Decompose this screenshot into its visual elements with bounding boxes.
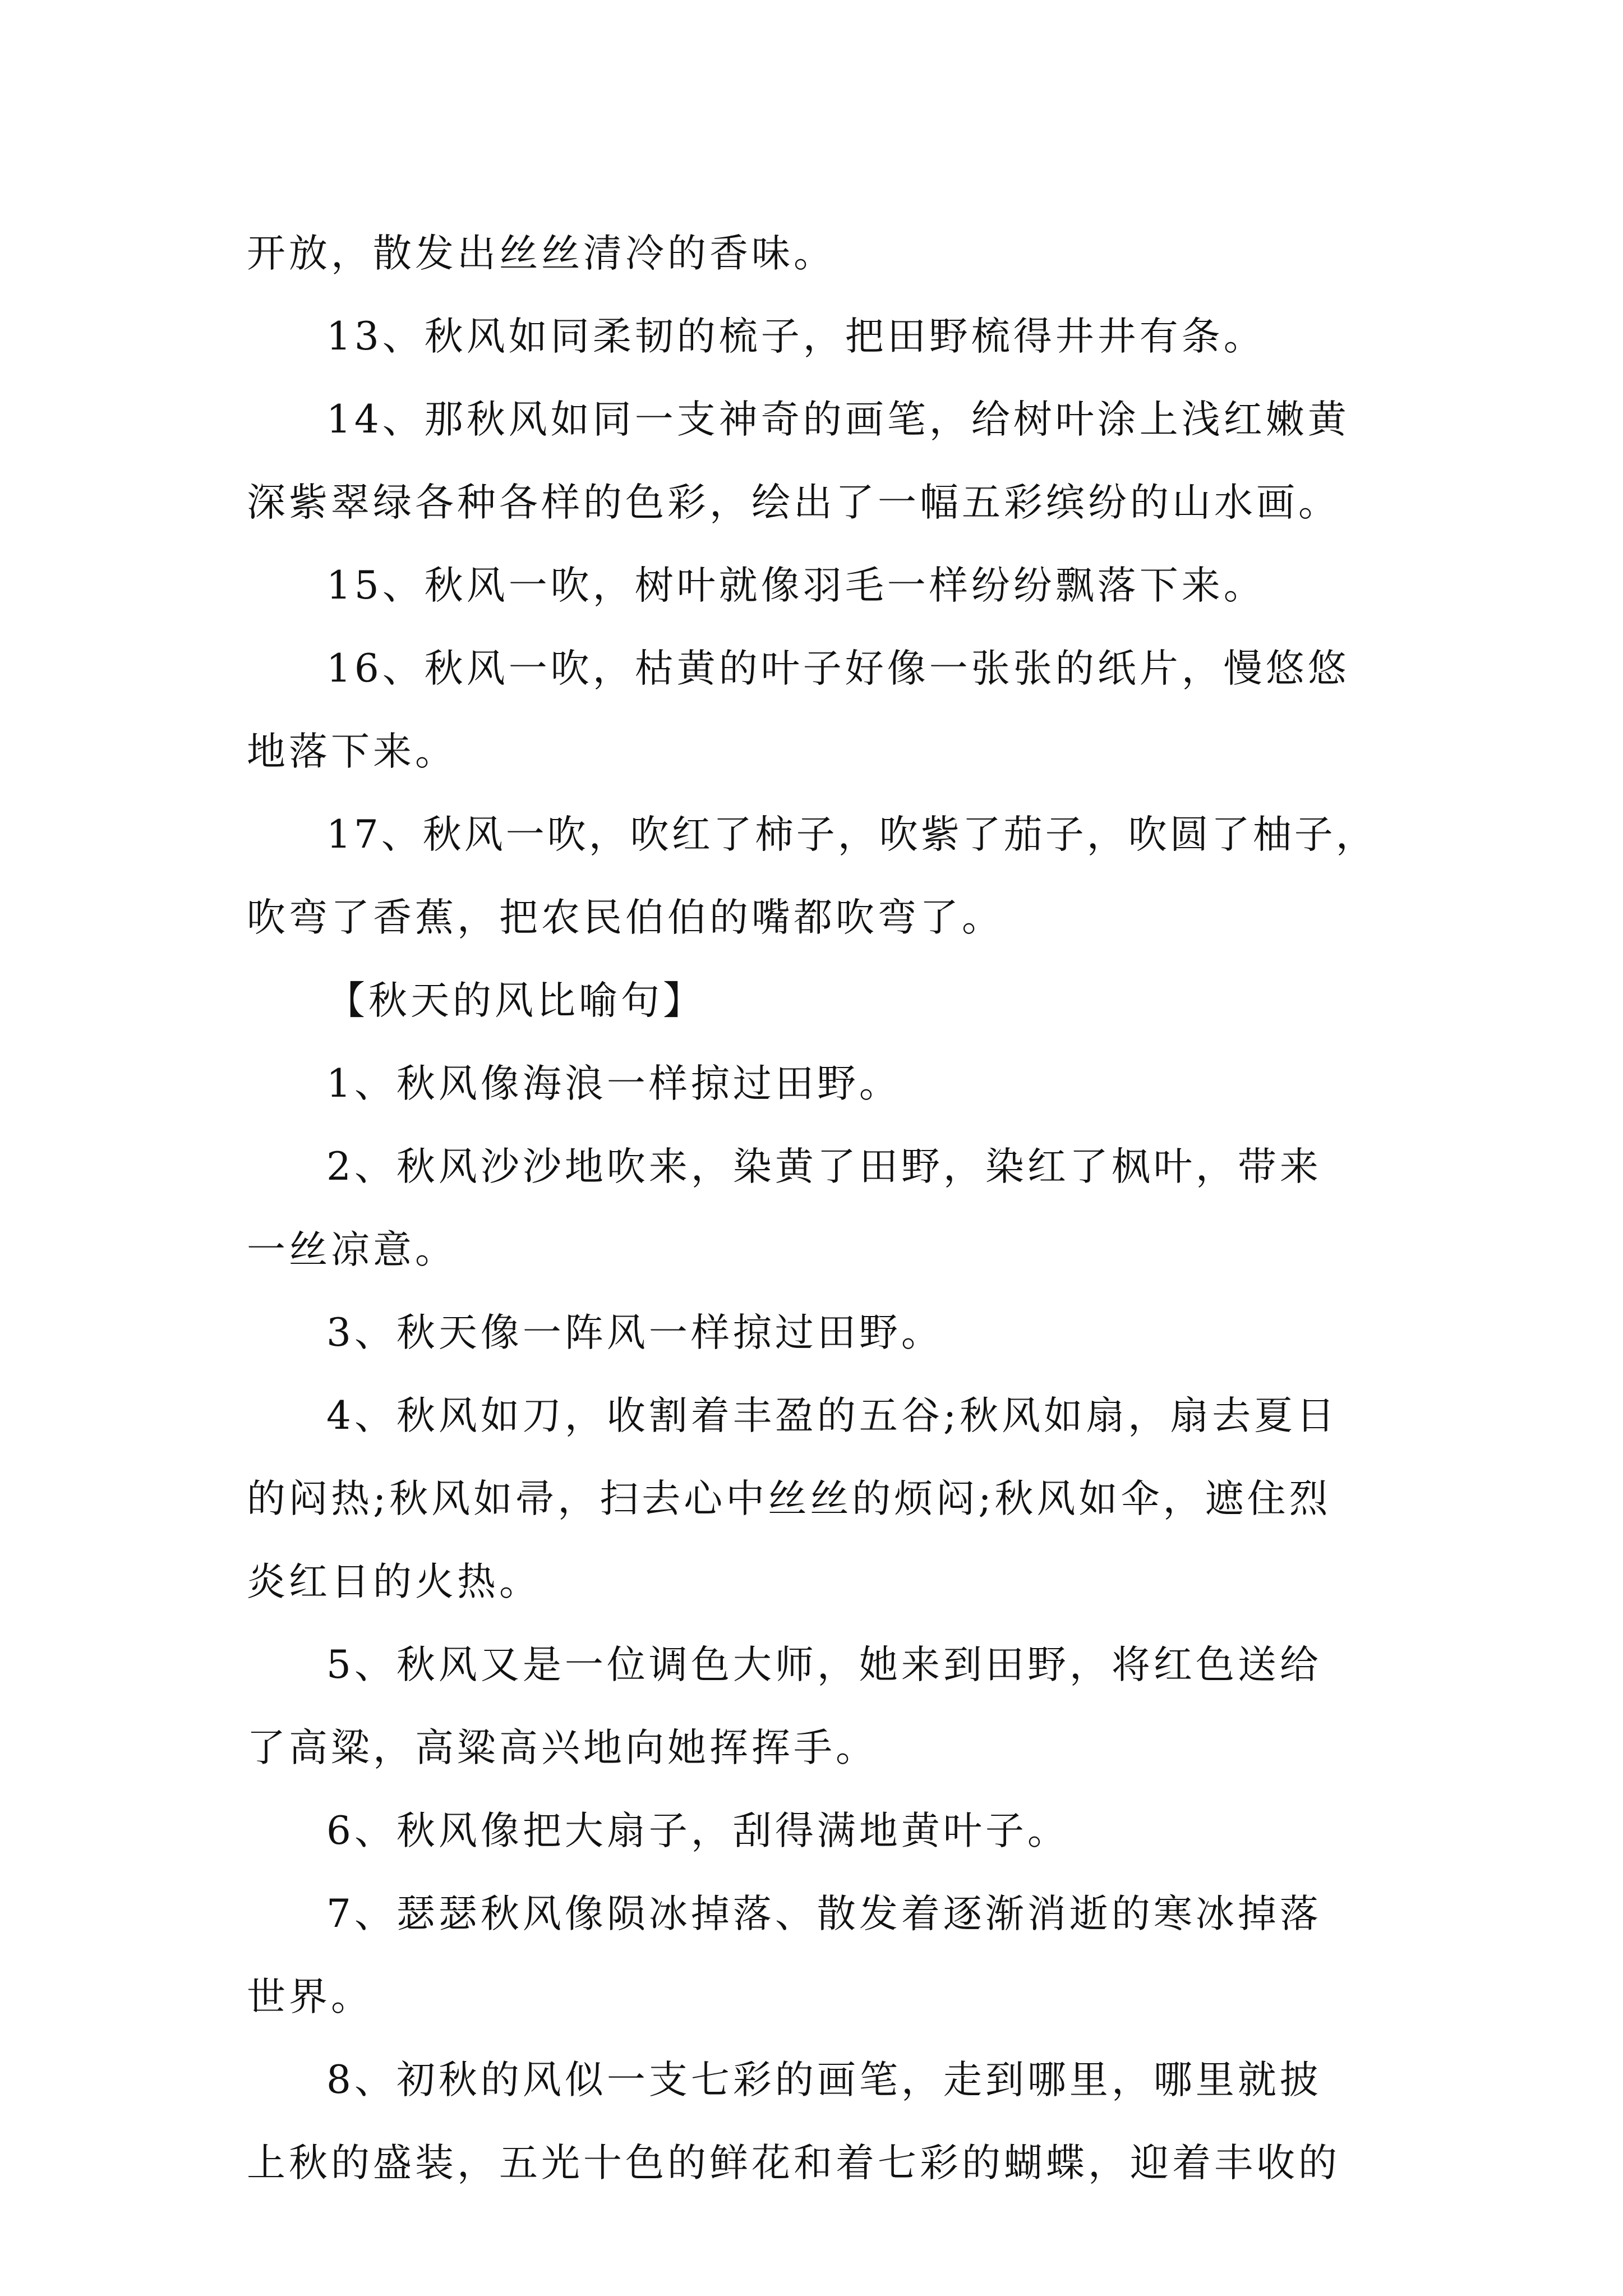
text-line: 一丝凉意。 — [247, 1227, 457, 1272]
document-body — [247, 212, 1385, 2205]
text-line: 地落下来。 — [247, 729, 457, 774]
text-line: 炎红日的火热。 — [247, 1559, 541, 1604]
text-line: 4、秋风如刀，收割着丰盈的五谷;秋风如扇，扇去夏日 — [326, 1393, 1339, 1438]
text-line: 17、秋风一吹，吹红了柿子，吹紫了茄子，吹圆了柚子， — [326, 812, 1377, 857]
text-line: 3、秋天像一阵风一样掠过田野。 — [326, 1310, 943, 1355]
text-line: 深紫翠绿各种各样的色彩，绘出了一幅五彩缤纷的山水画。 — [247, 480, 1340, 525]
text-line: 1、秋风像海浪一样掠过田野。 — [326, 1061, 901, 1106]
text-line: 世界。 — [247, 1975, 373, 2019]
text-line: 开放，散发出丝丝清冷的香味。 — [247, 231, 836, 276]
text-line: 13、秋风如同柔韧的梳子，把田野梳得井井有条。 — [326, 314, 1266, 359]
text-line: 2、秋风沙沙地吹来，染黄了田野，染红了枫叶，带来 — [326, 1144, 1322, 1189]
text-line: 【秋天的风比喻句】 — [326, 978, 705, 1023]
text-line: 8、初秋的风似一支七彩的画笔，走到哪里，哪里就披 — [326, 2058, 1322, 2102]
text-line: 5、秋风又是一位调色大师，她来到田野，将红色送给 — [326, 1642, 1322, 1687]
text-line: 了高粱，高粱高兴地向她挥挥手。 — [247, 1726, 878, 1770]
text-line: 上秋的盛装，五光十色的鲜花和着七彩的蝴蝶，迎着丰收的 — [247, 2141, 1340, 2185]
text-line: 吹弯了香蕉，把农民伯伯的嘴都吹弯了。 — [247, 895, 1004, 940]
text-line: 16、秋风一吹，枯黄的叶子好像一张张的纸片，慢悠悠 — [326, 646, 1350, 691]
text-line: 14、那秋风如同一支神奇的画笔，给树叶涂上浅红嫩黄 — [326, 397, 1350, 442]
text-line: 7、瑟瑟秋风像陨冰掉落、散发着逐渐消逝的寒冰掉落 — [326, 1892, 1322, 1936]
text-line: 6、秋风像把大扇子，刮得满地黄叶子。 — [326, 1809, 1069, 1853]
text-line: 的闷热;秋风如帚，扫去心中丝丝的烦闷;秋风如伞，遮住烈 — [247, 1476, 1331, 1521]
text-line: 15、秋风一吹，树叶就像羽毛一样纷纷飘落下来。 — [326, 563, 1266, 608]
